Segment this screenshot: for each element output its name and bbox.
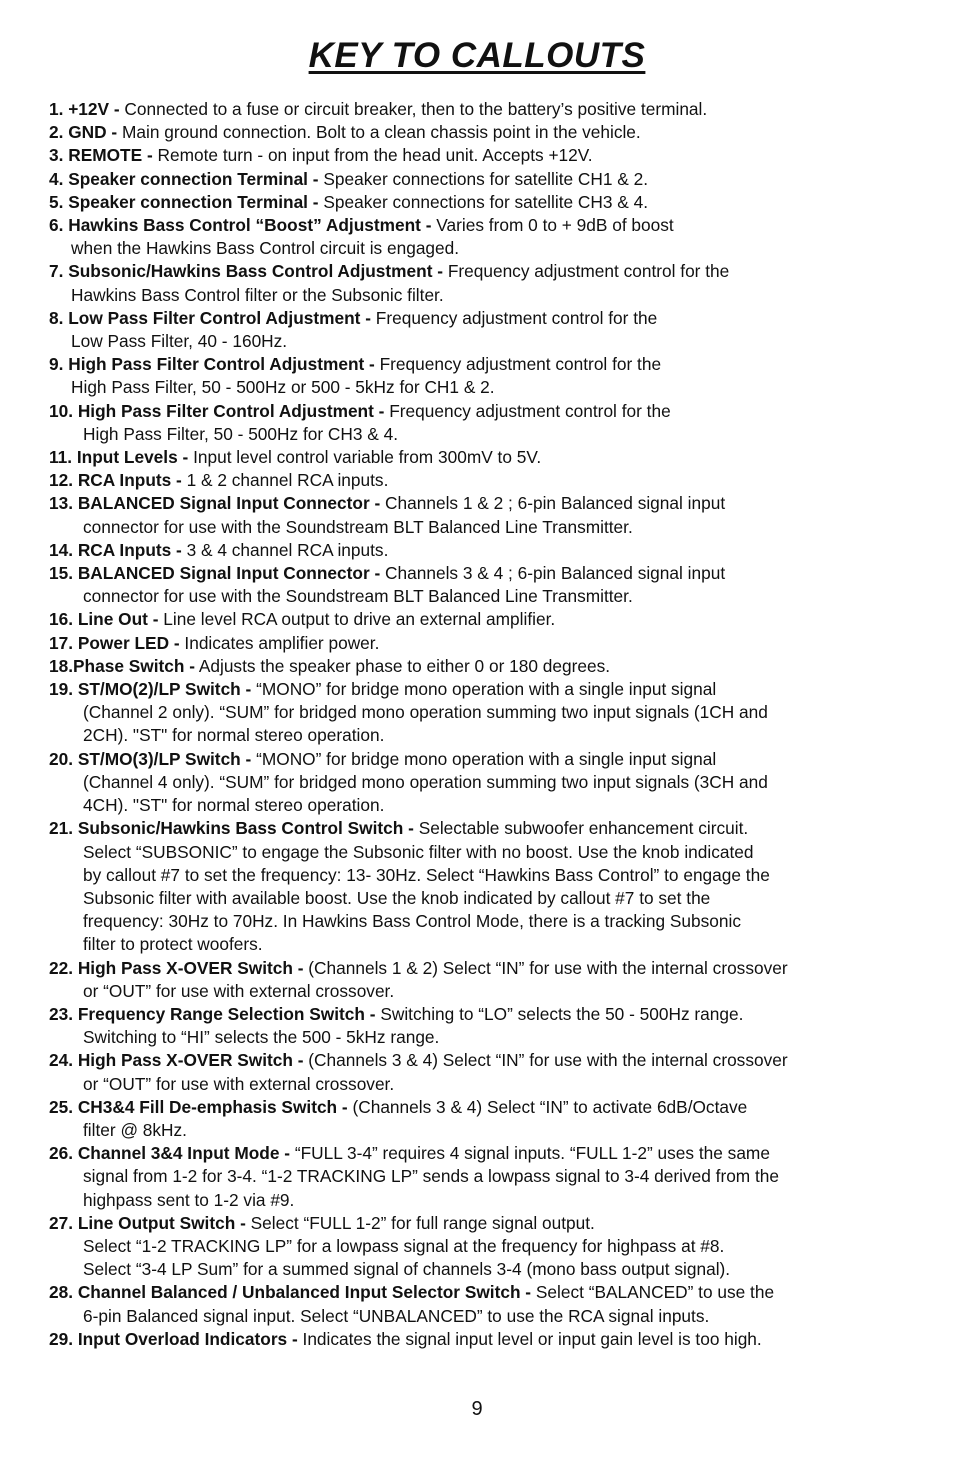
callout-continuation-line [49,1119,929,1142]
callout-label: 3. REMOTE - [49,145,153,166]
callout-label: 20. ST/MO(3)/LP Switch - [49,748,252,769]
callout-description: “MONO” for bridge mono operation with a single input signal [251,748,717,769]
callout-description: Input level control variable from 300mV to 5V. [188,447,542,468]
callout-continuation-line [49,701,929,724]
callout-first-line [49,144,929,167]
callout-description: 4CH). "ST" for normal stereo operation. [83,795,385,816]
callout-item [49,655,929,678]
callout-continuation-line [49,1305,929,1328]
callout-description: Indicates amplifier power. [179,632,380,653]
callout-item [49,1212,929,1282]
callout-item [49,98,929,121]
callout-continuation-line [49,1189,929,1212]
callout-first-line [49,632,929,655]
callout-label: 5. Speaker connection Terminal - [49,191,319,212]
callout-continuation-line [49,1165,929,1188]
callout-continuation-line [49,864,929,887]
callout-description: 6-pin Balanced signal input. Select “UNBALANCED” to use the RCA signal inputs. [83,1305,710,1326]
callout-item [49,748,929,818]
callout-description: Select “FULL 1-2” for full range signal output. [245,1212,595,1233]
callout-first-line [49,655,929,678]
callout-description: connector for use with the Soundstream BLT Balanced Line Transmitter. [83,586,633,607]
callout-label: 29. Input Overload Indicators - [49,1328,298,1349]
callout-continuation-line [49,887,929,910]
page-title: KEY TO CALLOUTS [308,36,646,75]
callout-continuation-line [49,910,929,933]
callout-description: 1 & 2 channel RCA inputs. [181,470,389,491]
callout-first-line [49,1328,929,1351]
page-number: 9 [471,1398,483,1420]
callout-description: when the Hawkins Bass Control circuit is engaged. [71,238,460,259]
callout-first-line [49,446,929,469]
callout-first-line [49,562,929,585]
callout-label: 13. BALANCED Signal Input Connector - [49,493,381,514]
callout-item [49,469,929,492]
callout-description: or “OUT” for use with external crossover. [83,1073,395,1094]
callout-label: 27. Line Output Switch - [49,1212,246,1233]
callout-first-line [49,469,929,492]
callout-description: (Channels 3 & 4) Select “IN” for use with the internal crossover [303,1050,788,1071]
callout-item [49,1049,929,1095]
callout-label: 19. ST/MO(2)/LP Switch - [49,679,252,700]
callout-description: Adjusts the speaker phase to either 0 or 180 degrees. [195,655,611,676]
callout-continuation-line [49,284,929,307]
callout-label: 26. Channel 3&4 Input Mode - [49,1143,291,1164]
callout-label: 28. Channel Balanced / Unbalanced Input Selector Switch - [49,1282,532,1303]
callout-first-line [49,678,929,701]
callout-description: Select “1-2 TRACKING LP” for a lowpass signal at the frequency for highpass at #8. [83,1235,725,1256]
callout-item [49,562,929,608]
callout-label: 10. High Pass Filter Control Adjustment - [49,400,385,421]
callout-continuation-line [49,794,929,817]
callout-description: (Channel 2 only). “SUM” for bridged mono operation summing two input signals (1CH and [83,702,768,723]
callout-continuation-line [49,376,929,399]
callout-item [49,214,929,260]
callout-description: by callout #7 to set the frequency: 13- 30Hz. Select “Hawkins Bass Control” to engage the [83,864,770,885]
callout-description: Frequency adjustment control for the [443,261,730,282]
callout-label: 24. High Pass X-OVER Switch - [49,1050,304,1071]
callout-item [49,678,929,748]
callout-item [49,492,929,538]
callout-description: Speaker connections for satellite CH1 & 2. [318,168,649,189]
callout-first-line [49,1049,929,1072]
callout-label: 22. High Pass X-OVER Switch - [49,957,304,978]
callout-description: Frequency adjustment control for the [374,354,662,375]
callout-first-line [49,608,929,631]
callout-first-line [49,1212,929,1235]
callout-first-line [49,539,929,562]
callout-description: signal from 1-2 for 3-4. “1-2 TRACKING LP” sends a lowpass signal to 3-4 derived from the [83,1166,780,1187]
callout-first-line [49,1096,929,1119]
callout-description: Main ground connection. Bolt to a clean chassis point in the vehicle. [117,122,641,143]
callout-label: 21. Subsonic/Hawkins Bass Control Switch - [49,818,414,839]
callout-description: filter @ 8kHz. [83,1119,187,1140]
callout-description: (Channels 1 & 2) Select “IN” for use with the internal crossover [303,957,788,978]
callout-item [49,1142,929,1212]
callout-description: Varies from 0 to + 9dB of boost [431,215,674,236]
callout-first-line [49,214,929,237]
callout-description: Channels 3 & 4 ; 6-pin Balanced signal input [380,563,726,584]
callout-description: (Channel 4 only). “SUM” for bridged mono operation summing two input signals (3CH and [83,771,768,792]
callout-label: 15. BALANCED Signal Input Connector - [49,563,381,584]
callout-description: Connected to a fuse or circuit breaker, then to the battery’s positive terminal. [119,99,708,119]
callout-description: Selectable subwoofer enhancement circuit. [413,818,749,839]
callout-label: 8. Low Pass Filter Control Adjustment - [49,307,371,328]
callout-description: Speaker connections for satellite CH3 & 4. [318,191,649,212]
callout-description: Switching to “LO” selects the 50 - 500Hz range. [375,1003,744,1024]
callout-description: Select “3-4 LP Sum” for a summed signal of channels 3-4 (mono bass output signal). [83,1259,731,1280]
callout-first-line [49,400,929,423]
callout-label: 12. RCA Inputs - [49,470,182,491]
callout-label: 4. Speaker connection Terminal - [49,168,319,189]
callout-item [49,191,929,214]
callout-first-line [49,98,929,121]
callout-label: 7. Subsonic/Hawkins Bass Control Adjustment - [49,261,444,282]
callout-first-line [49,1003,929,1026]
callout-continuation-line [49,237,929,260]
callout-first-line [49,1281,929,1304]
callout-continuation-line [49,980,929,1003]
callout-description: highpass sent to 1-2 via #9. [83,1189,295,1210]
callout-continuation-line [49,1258,929,1281]
callout-item [49,1096,929,1142]
callout-description: Frequency adjustment control for the [370,307,658,328]
callout-first-line [49,307,929,330]
callout-item [49,1328,929,1351]
callout-item [49,817,929,956]
callout-description: Subsonic filter with available boost. Use the knob indicated by callout #7 to set the [83,887,711,908]
callout-first-line [49,191,929,214]
callout-list [49,98,929,1351]
callout-item [49,1003,929,1049]
callout-item [49,260,929,306]
callout-label: 14. RCA Inputs - [49,539,182,560]
callout-label: 25. CH3&4 Fill De-emphasis Switch - [49,1096,348,1117]
callout-continuation-line [49,423,929,446]
callout-description: (Channels 3 & 4) Select “IN” to activate 6dB/Octave [347,1096,748,1117]
callout-label: 9. High Pass Filter Control Adjustment - [49,354,375,375]
callout-description: frequency: 30Hz to 70Hz. In Hawkins Bass Control Mode, there is a tracking Subsonic [83,911,741,932]
callout-first-line [49,1142,929,1165]
callout-continuation-line [49,330,929,353]
callout-continuation-line [49,1235,929,1258]
callout-item [49,353,929,399]
callout-item [49,608,929,631]
callout-description: Indicates the signal input level or input gain level is too high. [297,1328,762,1349]
callout-continuation-line [49,516,929,539]
callout-description: Hawkins Bass Control filter or the Subsonic filter. [71,284,444,305]
callout-item [49,957,929,1003]
callout-description: filter to protect woofers. [83,934,263,955]
callout-first-line [49,492,929,515]
callout-description: Select “BALANCED” to use the [531,1282,775,1303]
callout-label: 18.Phase Switch - [49,655,195,676]
callout-description: Line level RCA output to drive an external amplifier. [158,609,556,630]
callout-description: Frequency adjustment control for the [384,400,671,421]
callout-label: 6. Hawkins Bass Control “Boost” Adjustment - [49,215,432,236]
callout-label: 1. +12V - [49,99,120,119]
callout-item [49,144,929,167]
callout-item [49,400,929,446]
callout-item [49,632,929,655]
callout-description: High Pass Filter, 50 - 500Hz or 500 - 5kHz for CH1 & 2. [71,377,495,398]
callout-description: “MONO” for bridge mono operation with a single input signal [251,679,717,700]
callout-label: 2. GND - [49,122,118,143]
callout-continuation-line [49,724,929,747]
callout-continuation-line [49,585,929,608]
callout-item [49,168,929,191]
callout-continuation-line [49,841,929,864]
callout-label: 23. Frequency Range Selection Switch - [49,1003,376,1024]
callout-description: connector for use with the Soundstream BLT Balanced Line Transmitter. [83,516,633,537]
callout-first-line [49,957,929,980]
callout-continuation-line [49,1073,929,1096]
callout-description: Switching to “HI” selects the 500 - 5kHz range. [83,1027,440,1048]
callout-label: 16. Line Out - [49,609,159,630]
callout-continuation-line [49,933,929,956]
callout-description: High Pass Filter, 50 - 500Hz for CH3 & 4. [83,423,399,444]
callout-item [49,446,929,469]
callout-description: 2CH). "ST" for normal stereo operation. [83,725,385,746]
callout-item [49,121,929,144]
callout-item [49,307,929,353]
callout-continuation-line [49,771,929,794]
callout-first-line [49,748,929,771]
callout-description: Remote turn - on input from the head unit. Accepts +12V. [152,145,593,166]
callout-description: or “OUT” for use with external crossover. [83,980,395,1001]
callout-item [49,1281,929,1327]
callout-description: 3 & 4 channel RCA inputs. [181,539,389,560]
callout-first-line [49,260,929,283]
callout-label: 17. Power LED - [49,632,180,653]
callout-first-line [49,353,929,376]
callout-first-line [49,121,929,144]
callout-description: Select “SUBSONIC” to engage the Subsonic filter with no boost. Use the knob indicated [83,841,754,862]
callout-first-line [49,817,929,840]
callout-continuation-line [49,1026,929,1049]
callout-label: 11. Input Levels - [49,447,189,468]
callout-item [49,539,929,562]
callout-description: Channels 1 & 2 ; 6-pin Balanced signal input [380,493,726,514]
callout-description: Low Pass Filter, 40 - 160Hz. [71,331,288,352]
callout-description: “FULL 3-4” requires 4 signal inputs. “FULL 1-2” uses the same [290,1143,770,1164]
callout-first-line [49,168,929,191]
